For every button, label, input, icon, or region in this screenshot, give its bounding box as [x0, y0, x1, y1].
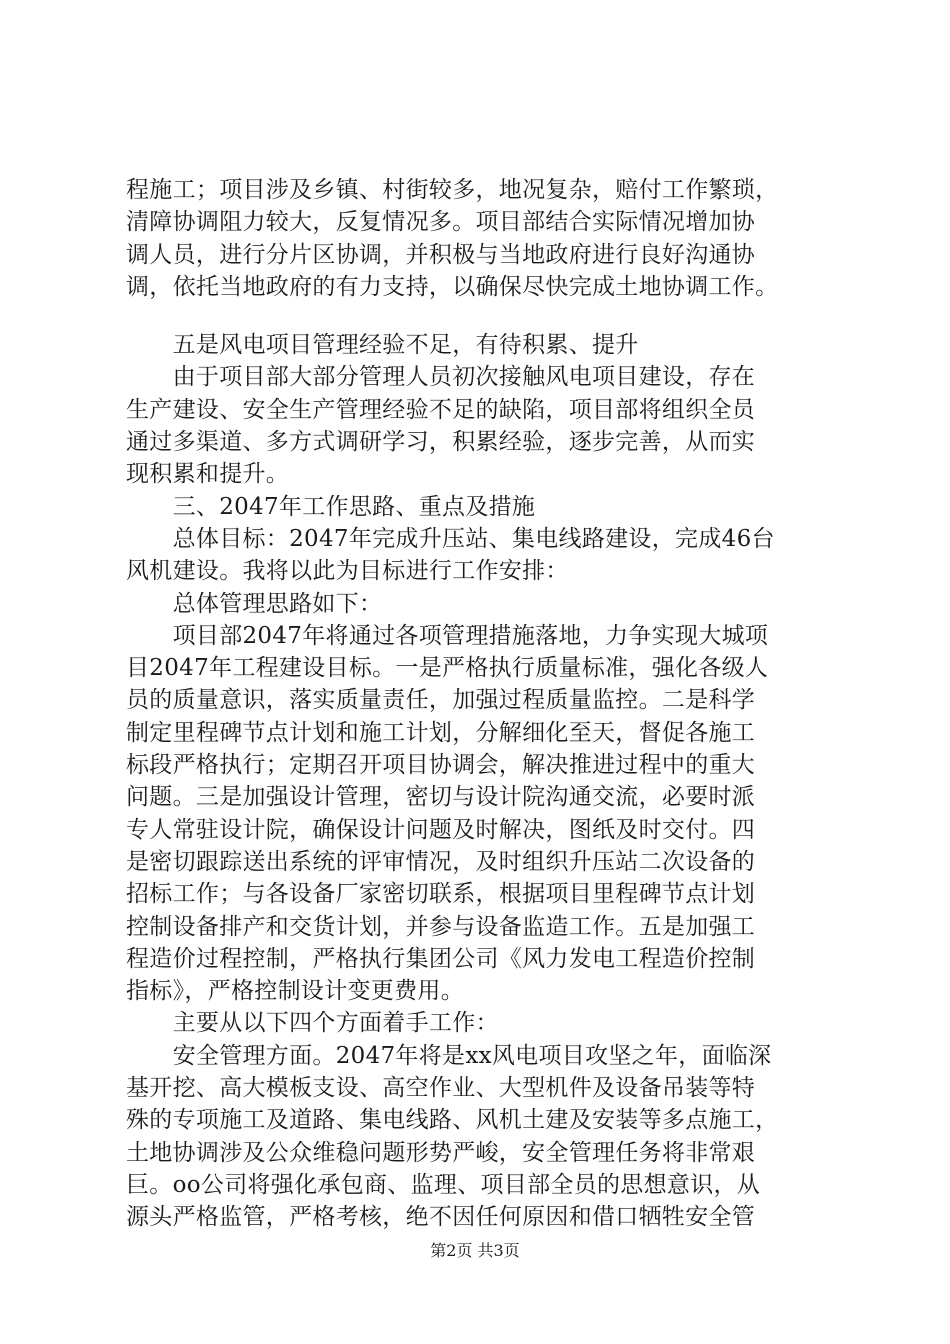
text-line: 基开挖、高大模板支设、高空作业、大型机件及设备吊装等特: [126, 1075, 756, 1102]
text-line: 安全管理方面。2047年将是xx风电项目攻坚之年，面临深: [126, 1042, 772, 1069]
text-line: 生产建设、安全生产管理经验不足的缺陷，项目部将组织全员: [126, 396, 756, 423]
text-line: 招标工作；与各设备厂家密切联系，根据项目里程碑节点计划: [126, 881, 756, 908]
text-line: 总体目标：2047年完成升压站、集电线路建设，完成46台: [126, 525, 775, 552]
text-line: 项目部2047年将通过各项管理措施落地，力争实现大城项: [126, 622, 769, 649]
text-line: 问题。三是加强设计管理，密切与设计院沟通交流，必要时派: [126, 784, 756, 811]
section-heading: 五是风电项目管理经验不足，有待积累、提升: [126, 332, 639, 359]
text-line: 专人常驻设计院，确保设计问题及时解决，图纸及时交付。四: [126, 816, 756, 843]
text-line: 指标》，严格控制设计变更费用。: [126, 978, 464, 1005]
text-line: 控制设备排产和交货计划，并参与设备监造工作。五是加强工: [126, 913, 756, 940]
text-line: 总体管理思路如下：: [126, 590, 383, 617]
text-line: 调，依托当地政府的有力支持，以确保尽快完成土地协调工作。: [126, 273, 779, 300]
paragraph-gap: [126, 303, 846, 329]
text-line: 制定里程碑节点计划和施工计划，分解细化至天，督促各施工: [126, 719, 756, 746]
text-line: 主要从以下四个方面着手工作：: [126, 1010, 499, 1037]
text-line: 风机建设。我将以此为目标进行工作安排：: [126, 558, 569, 585]
text-line: 土地协调涉及公众维稳问题形势严峻，安全管理任务将非常艰: [126, 1139, 756, 1166]
text-line: 目2047年工程建设目标。一是严格执行质量标准，强化各级人: [126, 655, 769, 682]
text-line: 是密切跟踪送出系统的评审情况，及时组织升压站二次设备的: [126, 848, 756, 875]
document-body: [126, 174, 846, 1234]
text-line: 标段严格执行；定期召开项目协调会，解决推进过程中的重大: [126, 752, 756, 779]
text-line: 现积累和提升。: [126, 461, 290, 488]
text-line: 巨。oo公司将强化承包商、监理、项目部全员的思想意识，从: [126, 1171, 761, 1198]
text-line: 殊的专项施工及道路、集电线路、风机土建及安装等多点施工，: [126, 1107, 779, 1134]
text-line: 清障协调阻力较大，反复情况多。项目部结合实际情况增加协: [126, 209, 756, 236]
section-heading: 三、2047年工作思路、重点及措施: [126, 493, 536, 520]
text-line: 通过多渠道、多方式调研学习，积累经验，逐步完善，从而实: [126, 429, 756, 456]
page-number-footer: 第2页 共3页: [430, 1241, 520, 1260]
text-line: 程造价过程控制，严格执行集团公司《风力发电工程造价控制: [126, 945, 756, 972]
text-line: 调人员，进行分片区协调，并积极与当地政府进行良好沟通协: [126, 241, 756, 268]
text-line: 程施工；项目涉及乡镇、村街较多，地况复杂，赔付工作繁琐，: [126, 177, 779, 203]
text-line: 由于项目部大部分管理人员初次接触风电项目建设，存在: [126, 364, 756, 391]
text-line: 源头严格监管，严格考核，绝不因任何原因和借口牺牲安全管: [126, 1204, 756, 1231]
text-line: 员的质量意识，落实质量责任，加强过程质量监控。二是科学: [126, 687, 756, 714]
